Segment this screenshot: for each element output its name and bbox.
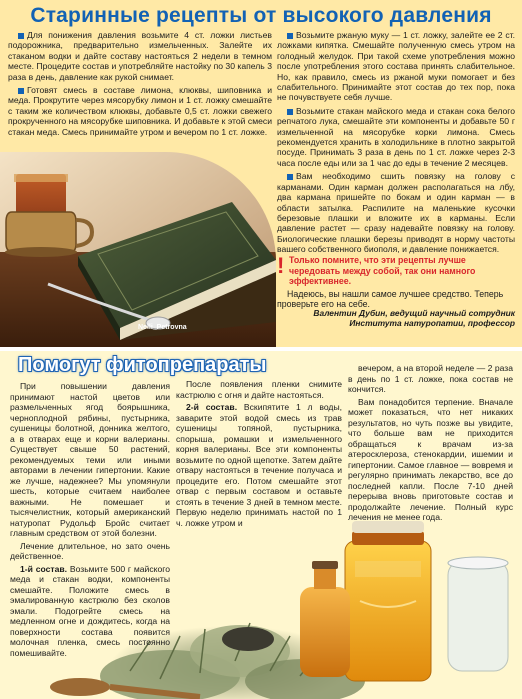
paragraph-patience: Вам понадобится терпение. Вначале может показаться, что нет никаких результатов, но чуть позже вы увидите, что больше вам не приходится обращаться к врачам из-за атеросклероза, стенокардии, ишемии и гипертонии. Самое главное — вовремя и регулярно принимать лекарство, все до последней капли. После 7-10 дней перерыва вновь приготовьте состав и продолжайте лечение. Полный курс лечения не менее года.	[348, 396, 513, 522]
bullet-square-icon	[18, 33, 24, 39]
note-bold-text: Только помните, что эти рецепты лучше чередовать между собой, так они намного эффективнее.	[289, 255, 476, 287]
recipe-first-composition: 1-й состав. Возьмите 500 г майского меда и стакан водки, компоненты смешайте. Положите смесь в эмалированную кастрюлю без сколов эмали. Подогрейте смесь на медленном огне и дождитесь, когда на поверхности состава появится молочная пленка, смесь постоянно помешивайте.	[10, 563, 170, 658]
exclamation-icon: !	[277, 253, 285, 278]
tea-and-book-illustration	[0, 152, 276, 347]
top-article	[0, 0, 522, 347]
recipe-label: 2-й состав.	[186, 402, 238, 412]
recipe-lemon-cranberry: Готовят смесь в составе лимона, клюквы, шиповника и меда. Прокрутите через мясорубку лимон и 1 ст. ложку смешайте с таким же количеством клюквы, добавьте 0,5 ст. ложки свежего прокрученного на мясорубке шиповника. И добавьте к этой смеси стакан меда. Смесь принимайте утром и вечером по 1 ст. ложке.	[8, 85, 272, 137]
note-tail-text: Надеюсь, вы нашли самое лучшее средство. Теперь проверьте его на себе.	[277, 288, 504, 310]
photo-credit: Nelli_Petrovna	[138, 324, 187, 331]
bottom-article	[0, 351, 522, 699]
glass-jar-icon	[448, 557, 508, 671]
bullet-square-icon	[287, 109, 293, 115]
author-signature: Валентин Дубин, ведущий научный сотрудник Института натуропатии, профессор	[313, 308, 515, 328]
honey-jar-icon	[345, 521, 431, 681]
recipe-label: 1-й состав.	[20, 563, 68, 574]
recipe-second-composition: 2-й состав. Вскипятите 1 л воды, заварите этой водой смесь из трав сушеницы топяной, пустырника, спорыша, ромашки и измельченного корня валерианы. Все эти компоненты возьмите по одной щепотке. Затем дайте отвару настояться в течение получаса и процедите его. Потом смешайте этот отвар с первым составом и оставьте стоять в течение 3 дней в темном месте. Первую неделю принимать настой по 1 ч. ложке утром и	[176, 402, 343, 528]
tea-and-book-photo	[0, 152, 276, 347]
recipe-rye-flour: Возьмите ржаную муку — 1 ст. ложку, залейте ее 2 ст. ложками кипятка. Смешайте полученную смесь утром на голодный желудок. При такой схеме употребления можно после употребления этого состава принять слабительное. Но, как правило, смесь из ржаной муки помогает и без слабительного. Принимайте этот состав до тех пор, пока не почувствуете себя лучше.	[277, 30, 515, 103]
recipe-honey-onion: Возьмите стакан майского меда и стакан сока белого репчатого лука, смешайте эти компоненты и добавьте 50 г измельченной на мясорубке корки лимона. Смесь рекомендуется хранить в холодильнике в плотно закрытой посуде. Принимать 3 раза в день по 1 ст. ложке через 2-3 часа после еды или за 1 час до еды в течение 2 месяцев.	[277, 105, 515, 168]
top-left-column	[8, 30, 272, 140]
top-right-column	[277, 30, 515, 258]
recipe-plantain: Для понижения давления возьмите 4 ст. ложки листьев подорожника, предварительно измельченных. Залейте их стаканом водки и дайте составу настояться 2 недели в темном месте. Процедите состав и употребляйте настойку по 30 капель 3 раза в день, давление как рукой снимает.	[8, 30, 272, 82]
paragraph-intro: При повышении давления принимают настой цветов или размельченных ягод боярышника, черноплодной рябины, пустырника, сушеницы болотной, донника желтого, а в отварах еще и корни валерианы. Существует свыше 50 растений, рекомендуемых теми или иными авторами в лечении гипертонии. Какие же лучше, надежнее? Мы упомянули шесть, которые считаем наиболее важными. Не помешает и тысячелистник, который американский натуропат Рудольф Бройс считает главным средством от этой болезни.	[10, 381, 170, 538]
important-note	[277, 255, 515, 310]
bottom-article-title: Помогут фитопрепараты	[18, 354, 267, 376]
bottom-column-1	[10, 381, 170, 660]
bottom-column-2	[176, 379, 342, 530]
paragraph-long-treatment: Лечение длительное, но зато очень действенное.	[10, 540, 170, 561]
bullet-square-icon	[287, 174, 293, 180]
bullet-square-icon	[287, 33, 293, 39]
herb-bowl-icon	[222, 627, 274, 651]
paragraph-film: После появления пленки снимите кастрюлю с огня и дайте настояться.	[176, 379, 342, 400]
bottom-column-3	[348, 363, 513, 525]
top-article-title: Старинные рецепты от высокого давления	[30, 4, 492, 27]
paragraph-second-week: вечером, а на второй неделе — 2 раза в день по 1 ст. ложке, пока состав не кончится.	[348, 363, 513, 394]
tincture-bottle-icon	[300, 561, 350, 677]
bullet-square-icon	[18, 88, 24, 94]
recipe-birch-bandage: Вам необходимо сшить повязку на голову с карманами. Один карман должен располагаться на лбу, два кармана пришейте по бокам и один карман — в области затылка. Распилите на маленькие кусочки березовые плашки и вложите их в карманы. Если давление растет — сразу надевайте повязку на голову. Биологические плашки березы приводят в норму частоты вашего собственного биополя, и давление понижается.	[277, 171, 515, 255]
